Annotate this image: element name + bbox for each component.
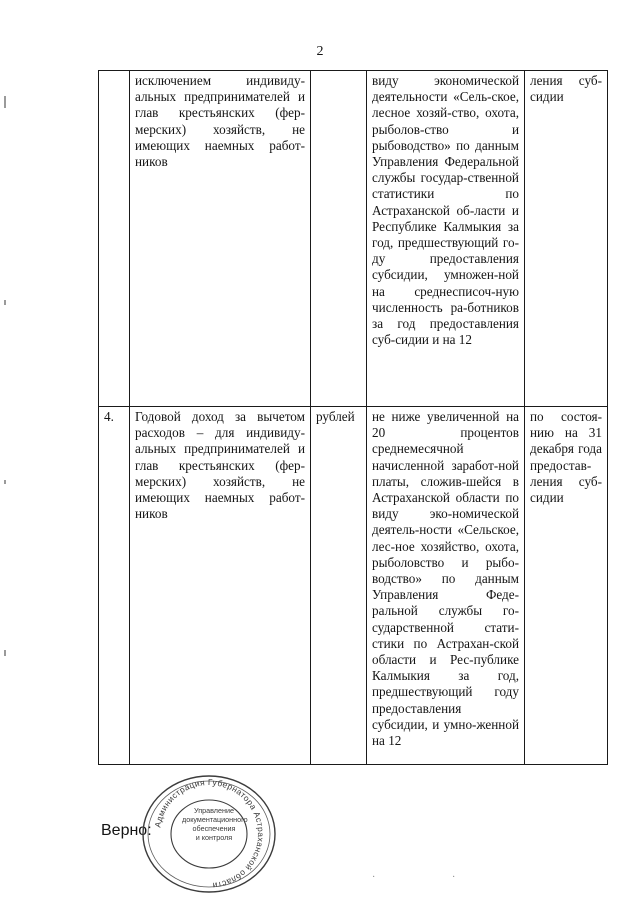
stamp-line: и контроля (195, 833, 233, 842)
certification-label: Верно: (101, 822, 152, 839)
scan-speck: · (372, 872, 376, 883)
stamp-inner-text (182, 806, 246, 842)
table-row (99, 407, 608, 765)
cell-number: 4. (99, 407, 130, 765)
cell-unit (311, 71, 367, 407)
stamp-ring-text: Администрация Губернатора Астраханской области (152, 776, 267, 891)
page-number: 2 (316, 44, 324, 59)
stamp-line: Управление (194, 806, 234, 815)
cell-date: по состоя-нию на 31 декабря года предостав-ления суб-сидии (525, 407, 608, 765)
stamp-line: обеспечения (192, 824, 236, 833)
official-stamp (140, 773, 278, 895)
table-row (99, 71, 608, 407)
scan-margin-specks (4, 90, 8, 790)
cell-date: ления суб-сидии (525, 71, 608, 407)
scan-speck: · (452, 872, 456, 883)
cell-value: не ниже увеличенной на 20 процентов среднемесячной начисленной заработ-ной платы, сложив-шейся в Астраханской области по виду эко-номической деятель-ности «Сельское, лес-ное хозяйство, охота, рыболовство и рыбо-водство» по данным Управления Феде-ральной службы го-сударственной стати-стики по Астрахан-ской области и Рес-публике Калмыкия за год, предшествующий году предоставления субсидии, и умно-женной на 12 (367, 407, 525, 765)
cell-number (99, 71, 130, 407)
cell-value: виду экономической деятельности «Сель-ское, лесное хозяй-ство, охота, рыболов-ство и рыбоводство» по данным Управления Федеральной службы государ-ственной статистики по Астраханской об-ласти и Республике Калмыкия за год, предшествующий го-ду предоставления субсидии, умножен-ной на среднесписоч-ную численность ра-ботников за год предоставления суб-сидии и на 12 (367, 71, 525, 407)
stamp-line: документационного (182, 815, 248, 824)
subsidy-criteria-table (98, 70, 608, 765)
cell-indicator: исключением индивиду-альных предпринимателей и глав крестьянских (фер-мерских) хозяйств, не имеющих наемных работ-ников (130, 71, 311, 407)
cell-indicator: Годовой доход за вычетом расходов – для индивиду-альных предпринимателей и глав крестьянских (фер-мерских) хозяйств, не имеющих наемных работ-ников (130, 407, 311, 765)
cell-unit: рублей (311, 407, 367, 765)
